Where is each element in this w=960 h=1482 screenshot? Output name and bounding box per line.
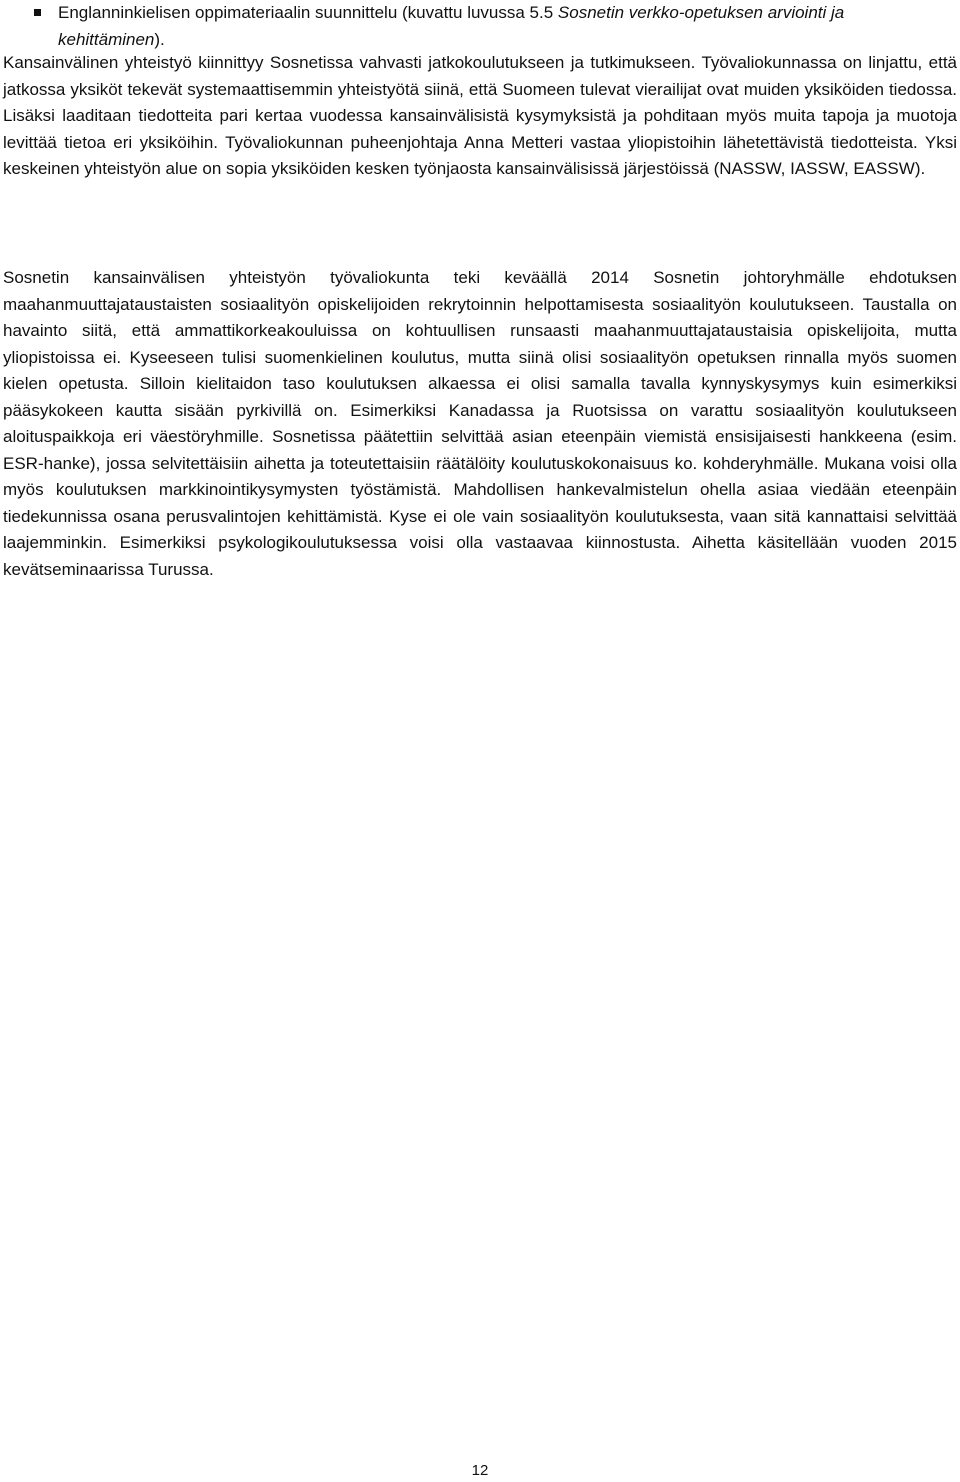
bullet-list [30,0,930,53]
bullet-item [30,0,930,53]
square-bullet-icon [34,9,41,16]
paragraph-working-committee-proposal: Sosnetin kansainvälisen yhteistyön työvaliokunta teki keväällä 2014 Sosnetin johtoryhmälle ehdotuksen maahanmuuttajataustaisten sosiaalityön opiskelijoiden rekrytoinnin helpottamisesta sosiaalityön koulutukseen. Taustalla on havainto siitä, että ammattikorkeakouluissa on kohtuullisen runsaasti maahanmuuttajataustaisia opiskelijoita, mutta yliopistoissa ei. Kyseeseen tulisi suomenkielinen koulutus, mutta siinä olisi sosiaalityön opetuksen rinnalla myös suomen kielen opetusta. Silloin kielitaidon taso koulutuksen alkaessa ei olisi samalla tavalla kynnyskysymys kuin esimerkiksi pääsykokeen kautta sisään pyrkivillä on. Esimerkiksi Kanadassa ja Ruotsissa on varattu sosiaalityön koulutukseen aloituspaikkoja eri väestöryhmille. Sosnetissa päätettiin selvittää asian eteenpäin viemistä ensisijaisesti hankkeena (esim. ESR-hanke), jossa selvitettäisiin aihetta ja toteutettaisiin räätälöity koulutuskokonaisuus ko. kohderyhmälle. Mukana voisi olla myös koulutuksen markkinointikysymysten työstämistä. Mahdollisen hankevalmistelun ohella asiaa viedään eteenpäin tiedekunnissa osana perusvalintojen kehittämistä. Kyse ei ole vain sosiaalityön koulutuksesta, vaan sitä kannattaisi selvittää laajemminkin. Esimerkiksi psykologikoulutuksessa voisi olla vastaavaa kiinnostusta. Aihetta käsitellään vuoden 2015 kevätseminaarissa Turussa. [3,268,957,579]
paragraph-international-cooperation: Kansainvälinen yhteistyö kiinnittyy Sosnetissa vahvasti jatkokoulutukseen ja tutkimukseen. Työvaliokunnassa on linjattu, että jatkossa yksiköt tekevät systemaattisemmin yhteistyötä siinä, että Suomeen tulevat vierailijat ovat muiden yksiköiden tiedossa. Lisäksi laaditaan tiedotteita pari kertaa vuodessa kansainvälisistä kysymyksistä ja pohditaan myös muita tapoja ja muotoja levittää tietoa eri yksiköihin. Työvaliokunnan puheenjohtaja Anna Metteri vastaa yliopistoihin lähetettävistä tiedotteista. Yksi keskeinen yhteistyön alue on sopia yksiköiden kesken työnjaosta kansainvälisissä järjestöissä (NASSW, IASSW, EASSW). [3,53,957,178]
page-number: 12 [471,1462,489,1479]
bullet-italic-reference: Sosnetin verkko-opetuksen arviointi ja kehittäminen [58,3,845,49]
bullet-text-start: Englanninkielisen oppimateriaalin suunnittelu (kuvattu luvussa 5.5 [58,3,558,22]
bullet-text-end: ). [154,29,165,49]
